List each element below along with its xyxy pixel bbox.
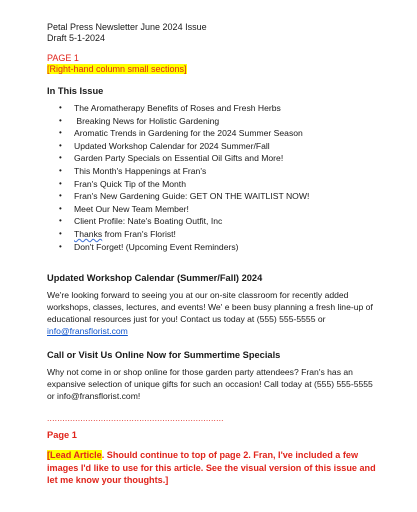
page-note xyxy=(47,64,379,75)
spellcheck-word[interactable]: Thanks xyxy=(74,228,103,239)
lead-article-tag: [Lead Article xyxy=(47,450,102,461)
bullet-icon: • xyxy=(59,128,62,138)
bullet-icon: • xyxy=(59,140,62,150)
toc-item: • Aromatic Trends in Gardening for the 2024 Summer Season xyxy=(59,128,303,139)
in-this-issue-heading: In This Issue xyxy=(47,86,104,96)
draft-date: Draft 5-1-2024 xyxy=(47,33,106,43)
bullet-icon: • xyxy=(59,165,62,175)
toc-item: • Thanks from Fran's Florist! xyxy=(59,228,176,239)
bullet-icon: • xyxy=(59,103,62,112)
bullet-icon: • xyxy=(59,241,62,251)
toc-item: • Client Profile: Nate's Boating Outfit, Inc xyxy=(59,216,223,227)
bullet-icon: • xyxy=(59,216,62,226)
page-label: PAGE 1 xyxy=(47,53,79,63)
page-1-label: Page 1 xyxy=(47,430,77,441)
toc-item: • Breaking News for Holistic Gardening xyxy=(59,115,220,126)
call-visit-body: Why not come in or shop online for those garden party attendees? Fran's has an expansive selection of unique gifts for such an occasion! Call today at (555) 555-5555 or info@fransflorist.com! xyxy=(47,367,373,402)
toc-item: • Garden Party Specials on Essential Oil Gifts and More! xyxy=(59,153,284,164)
toc-item: • Don't Forget! (Upcoming Event Reminders) xyxy=(59,241,239,252)
workshop-heading: Updated Workshop Calendar (Summer/Fall) 2024 xyxy=(47,273,263,284)
bullet-icon: • xyxy=(59,115,62,125)
call-visit-heading: Call or Visit Us Online Now for Summertime Specials xyxy=(47,350,281,361)
bullet-icon: • xyxy=(59,203,62,213)
bullet-icon: • xyxy=(59,178,62,188)
bullet-icon: • xyxy=(59,153,62,163)
lead-article-note: [Lead Article. Should continue to top of page 2. Fran, I've included a few images I'd like to use for this article. See the visual version of this issue and let me know your thoughts.] xyxy=(47,450,376,486)
section-divider: ..................................................................... xyxy=(47,413,224,424)
page-note-highlight: [Right-hand column small sections] xyxy=(47,64,187,74)
bullet-icon: • xyxy=(59,228,62,238)
toc-item: • The Aromatherapy Benefits of Roses and Fresh Herbs xyxy=(59,103,281,113)
toc-item: • Fran's Quick Tip of the Month xyxy=(59,178,186,189)
toc-item: • Fran's New Gardening Guide: GET ON THE WAITLIST NOW! xyxy=(59,191,310,202)
toc-list xyxy=(47,102,379,253)
newsletter-title: Petal Press Newsletter June 2024 Issue xyxy=(47,22,207,32)
email-link[interactable]: info@fransflorist.com xyxy=(47,326,128,337)
toc-item: • Meet Our New Team Member! xyxy=(59,203,189,214)
toc-item: • This Month's Happenings at Fran's xyxy=(59,165,207,176)
toc-item: • Updated Workshop Calendar for 2024 Summer/Fall xyxy=(59,140,270,151)
workshop-body: We're looking forward to seeing you at our on-site classroom for recently added workshops, classes, lectures, and events! We' e been busy planning a fresh line-up of educational resources just for you! Contact us today at (555) 555-5555 or info@fransflorist.com xyxy=(47,290,373,337)
bullet-icon: • xyxy=(59,191,62,201)
